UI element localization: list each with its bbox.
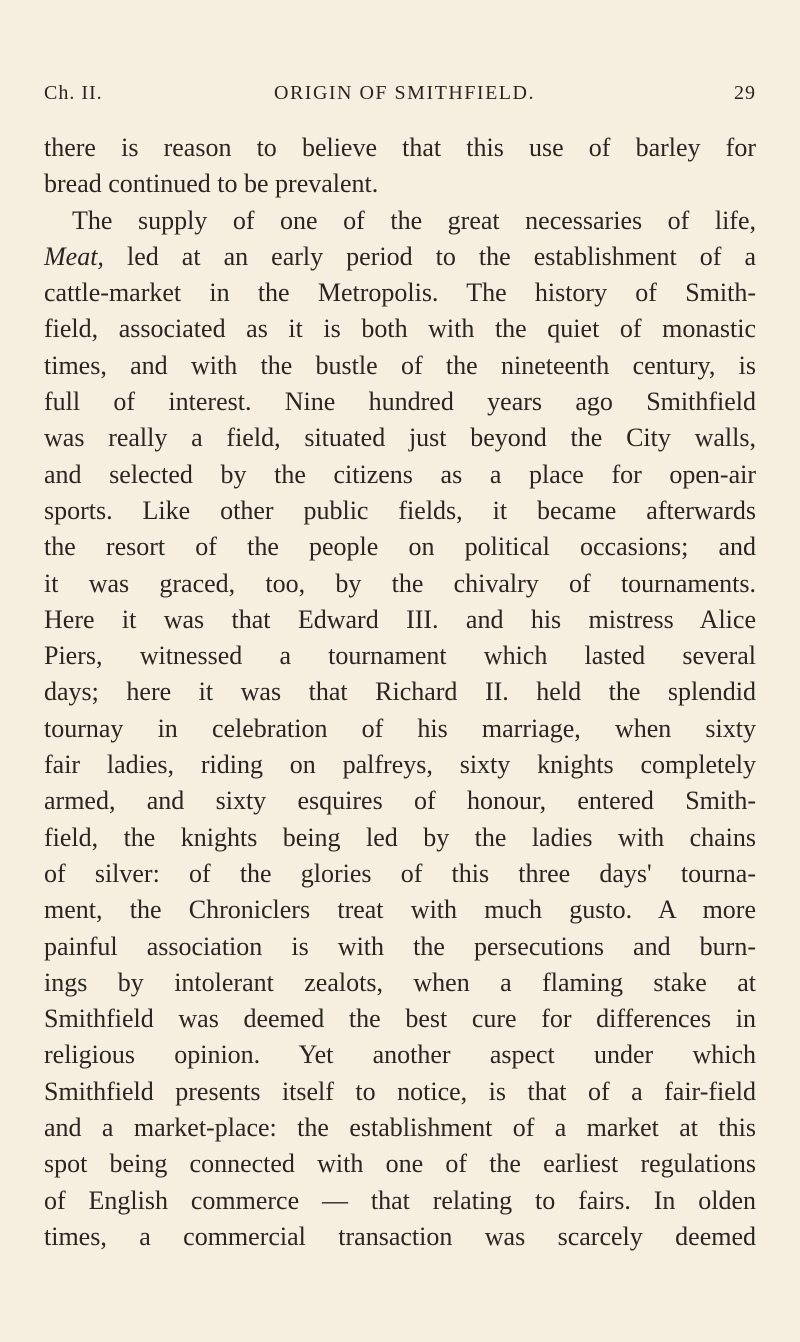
text-line: days; here it was that Richard II. held the splendid (44, 677, 756, 707)
text-line: tournay in celebration of his marriage, when sixty (44, 713, 756, 743)
text-line: fair ladies, riding on palfreys, sixty knights completely (44, 750, 756, 780)
chapter-label: Ch. II. (44, 82, 103, 104)
text-line: armed, and sixty esquires of honour, entered Smith- (44, 786, 756, 816)
text-line: times, and with the bustle of the nineteenth century, is (44, 350, 756, 380)
chapter-title: ORIGIN OF SMITHFIELD. (274, 82, 535, 104)
text-line: Here it was that Edward III. and his mistress Alice (44, 604, 756, 634)
text-line: it was graced, too, by the chivalry of tournaments. (44, 568, 756, 598)
text-line: was really a field, situated just beyond the City walls, (44, 423, 756, 453)
text-line: religious opinion. Yet another aspect under which (44, 1040, 756, 1070)
text-line: Smithfield presents itself to notice, is that of a fair-field (44, 1076, 756, 1106)
italic-word: Meat, (44, 241, 104, 271)
text-line: bread continued to be prevalent. (44, 169, 379, 199)
text-line: The supply of one of the great necessaries of life, (72, 205, 756, 235)
text-line: field, the knights being led by the ladies with chains (44, 822, 756, 852)
text-line: and a market-place: the establishment of a market at this (44, 1113, 756, 1143)
text-line: Smithfield was deemed the best cure for differences in (44, 1004, 756, 1034)
text-line: Piers, witnessed a tournament which lasted several (44, 641, 756, 671)
text-line: there is reason to believe that this use of barley for (44, 133, 756, 162)
text-line: painful association is with the persecutions and burn- (44, 931, 756, 961)
text-line: ings by intolerant zealots, when a flaming stake at (44, 967, 756, 997)
running-head (44, 82, 756, 112)
text-line: of silver: of the glories of this three days' tourna- (44, 858, 756, 888)
text-line-with-italic (44, 239, 756, 275)
text-line: and selected by the citizens as a place for open-air (44, 459, 756, 489)
page-number: 29 (734, 82, 756, 104)
text-line: full of interest. Nine hundred years ago Smithfield (44, 387, 756, 417)
text-line: led at an early period to the establishment of a (126, 241, 756, 271)
text-line: spot being connected with one of the earliest regulations (44, 1149, 756, 1179)
body-text (44, 130, 756, 1255)
text-line: the resort of the people on political occasions; and (44, 532, 756, 562)
text-line: field, associated as it is both with the quiet of monastic (44, 314, 756, 344)
text-line: cattle-market in the Metropolis. The history of Smith- (44, 278, 756, 308)
text-line: ment, the Chroniclers treat with much gusto. A more (44, 895, 756, 925)
text-line: times, a commercial transaction was scarcely deemed (44, 1221, 756, 1251)
text-line: sports. Like other public fields, it became afterwards (44, 495, 756, 525)
text-line: of English commerce — that relating to fairs. In olden (44, 1185, 756, 1215)
